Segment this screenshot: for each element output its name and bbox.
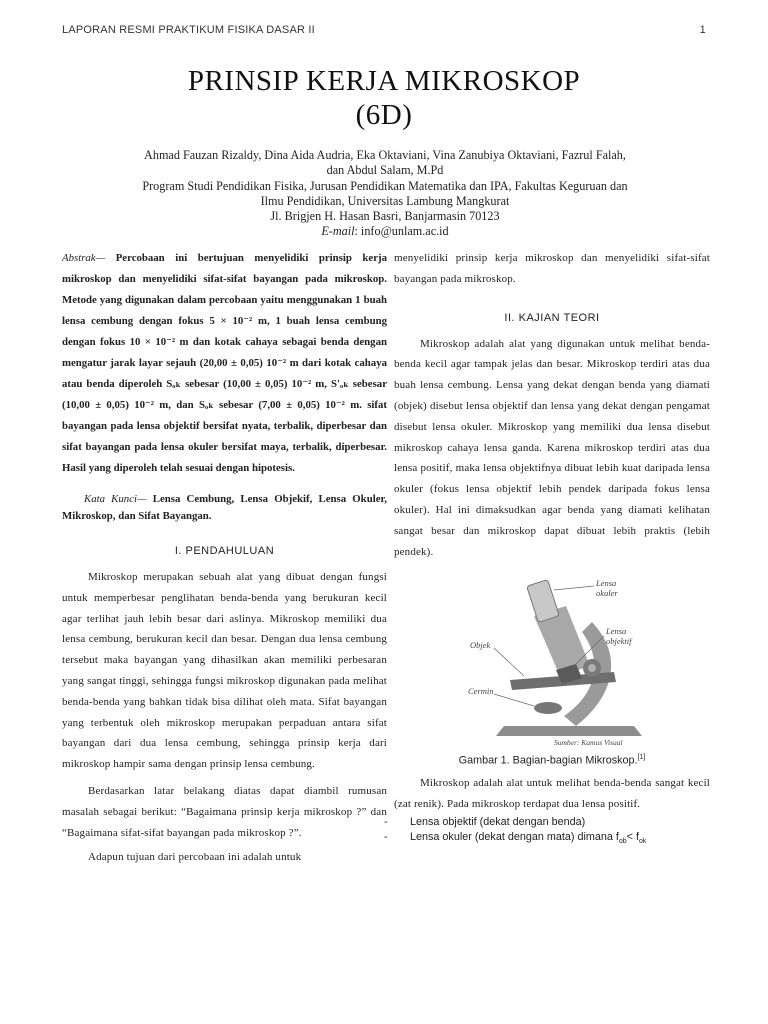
figure-caption xyxy=(394,754,710,767)
paper-title xyxy=(0,64,768,132)
keywords xyxy=(62,491,387,525)
label-ocular: Lensa okuler xyxy=(596,578,618,599)
label-objective: Lensa objektif xyxy=(606,626,632,647)
page-number: 1 xyxy=(699,24,706,36)
running-title: LAPORAN RESMI PRAKTIKUM FISIKA DASAR II xyxy=(62,24,315,36)
right-column xyxy=(394,248,710,849)
title-line-2: (6D) xyxy=(355,99,413,131)
figure-source: Sumber: Kamus Visual xyxy=(554,738,623,748)
affiliation-2: Ilmu Pendidikan, Universitas Lambung Mangkurat xyxy=(260,193,510,208)
caption-reference: [1] xyxy=(637,754,646,762)
abstract-label: Abstrak— xyxy=(62,252,106,264)
intro-continuation: menyelidiki prinsip kerja mikroskop dan menyelidiki sifat-sifat bayangan pada mikroskop. xyxy=(394,252,710,285)
abstract xyxy=(62,248,387,479)
address: Jl. Brigjen H. Hasan Basri, Banjarmasin 70123 xyxy=(270,209,500,224)
keywords-text: Lensa Cembung, Lensa Objekif, Lensa Okuler, Mikroskop, dan Sifat Bayangan. xyxy=(62,493,387,522)
intro-paragraph-1: Mikroskop merupakan sebuah alat yang dibuat dengan fungsi untuk memperbesar penglihatan benda-benda yang berukuran kecil agar terlihat jauh lebih besar dari aslinya. Mikroskop memiliki dua lensa cembung, berukuran kecil dan besar. Dengan dua lensa cembung tersebut maka bayangan yang dihasilkan akan memiliki perbesaran yang sangat tinggi, sehingga fungsi mikroskop digunakan pada melihat benda-benda yang bahkan tidak bisa dilihat oleh mata. Sifat bayangan yang terbentuk oleh mikroskop merupakan perpaduan antara sifat bayangan dari dua lensa cembung, sehingga prinsip kerja dari mikroskop hampir sama dengan prinsip lensa cembung. xyxy=(62,571,387,771)
label-mirror: Cermin xyxy=(468,686,494,697)
intro-paragraph-2: Berdasarkan latar belakang diatas dapat diambil rumusan masalah sebagai berikut: “Bagaimana prinsip kerja mikroskop ?” dan “Bagaimana sifat-sifat bayangan pada mikroskop ?”. xyxy=(62,784,387,839)
left-column xyxy=(62,248,387,868)
email-label: E-mail xyxy=(321,224,355,239)
section-1-heading: I. PENDAHULUAN xyxy=(174,545,275,557)
title-line-1: PRINSIP KERJA MIKROSKOP xyxy=(187,65,581,97)
email-address[interactable]: : info@unlam.ac.id xyxy=(354,224,449,239)
running-header xyxy=(62,24,706,36)
theory-paragraph-1: Mikroskop adalah alat yang digunakan untuk melihat benda-benda kecil agar tampak jelas dan besar. Mikroskop terdiri atas dua buah lensa cembung. Lensa yang dekat dengan benda yang diamati (objek) disebut lensa objektif dan lensa yang dekat dengan pengamat disebut lensa okuler. Mikroskop yang memiliki dua lensa disebut mikroskop cahaya lensa ganda. Karena mikroskop terdiri atas dua lensa positif, maka lensa objektifnya dibuat lebih kuat daripada lensa okuler (fokus lensa objektif lebih pendek daripada fokus lensa okuler). Hal ini dimaksudkan agar benda yang diamati kelihatan sangat besar dan mikroskop dapat dibuat lebih praktis (lebih pendek). xyxy=(394,337,710,558)
keywords-label: Kata Kunci— xyxy=(84,493,147,505)
list-item: - Lensa okuler (dekat dengan mata) dimana $f_{ob}< f_{ok}$ xyxy=(394,830,710,849)
lens-list xyxy=(394,815,710,849)
section-2-heading: II. KAJIAN TEORI xyxy=(504,311,600,324)
affiliation-1: Program Studi Pendidikan Fisika, Jurusan Pendidikan Matematika dan IPA, Fakultas Keguruan dan xyxy=(142,178,628,193)
microscope-figure xyxy=(464,576,654,748)
list-item: - Lensa objektif (dekat dengan benda) xyxy=(394,815,710,830)
abstract-text: Percobaan ini bertujuan menyelidiki prinsip kerja mikroskop dan menyelidiki sifat-sifat bayangan pada mikroskop. Metode yang digunakan dalam percobaan yaitu menggunakan 1 buah lensa cembung dengan fokus 5 × 10⁻² m, 1 buah lensa cembung dengan fokus 10 × 10⁻² m dan kotak cahaya sebagai benda dengan mengatur jarak layar sejauh (20,00 ± 0,05) 10⁻² m dari kotak cahaya atau benda diperoleh Sₒₖ sebesar (10,00 ± 0,05) 10⁻² m, S'ₒₖ sebesar (10,00 ± 0,05) 10⁻² m, dan Sₒₖ sebesar (7,00 ± 0,05) 10⁻² m. sifat bayangan pada lensa objektif bersifat nyata, terbalik, diperbesar dan sifat bayangan pada lensa okuler bersifat maya, terbalik, diperbesar. Hasil yang diperoleh telah sesuai dengan hipotesis. xyxy=(62,252,387,474)
caption-text: Gambar 1. Bagian-bagian Mikroskop. xyxy=(458,754,638,767)
microscope-illustration xyxy=(464,576,654,748)
intro-paragraph-3: Adapun tujuan dari percobaan ini adalah untuk xyxy=(88,851,302,864)
email-line xyxy=(90,224,680,239)
author-names-1: Ahmad Fauzan Rizaldy, Dina Aida Audria, Eka Oktaviani, Vina Zanubiya Oktaviani, Fazrul Falah, xyxy=(144,148,626,162)
theory-paragraph-2: Mikroskop adalah alat untuk melihat benda-benda sangat kecil (zat renik). Pada mikroskop terdapat dua lensa positif. xyxy=(394,776,710,810)
author-block xyxy=(90,148,680,240)
label-object: Objek xyxy=(470,640,491,651)
author-names-2: dan Abdul Salam, M.Pd xyxy=(326,163,444,178)
